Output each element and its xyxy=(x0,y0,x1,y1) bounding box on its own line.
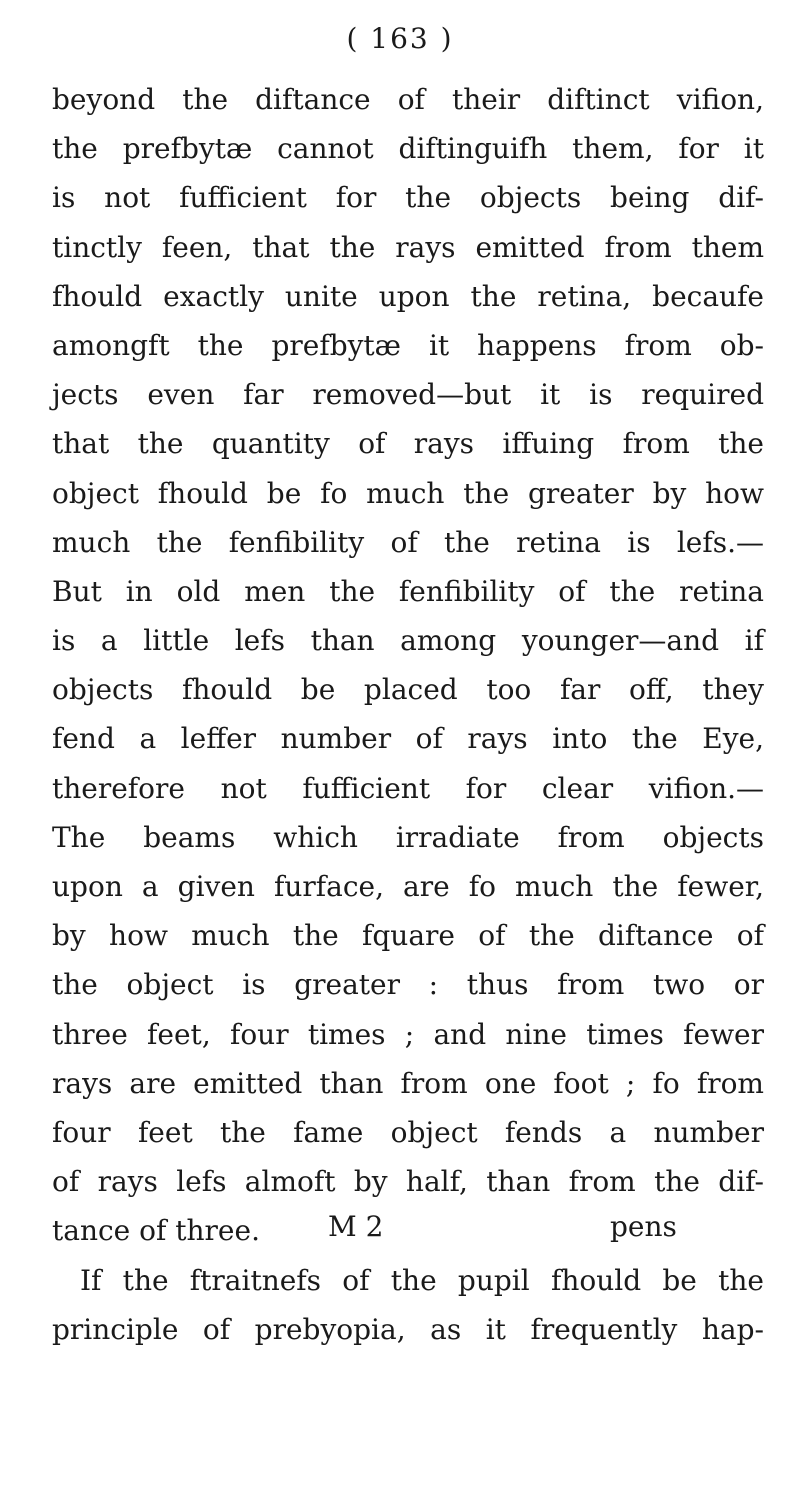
text-line: by how much the fquare of the diftance of xyxy=(52,919,764,953)
text-line: The beams which irradiate from objects xyxy=(52,820,764,854)
text-line: the prefbytæ cannot diftinguifh them, for it xyxy=(52,132,764,166)
text-line: But in old men the fenfibility of the retina xyxy=(52,574,764,608)
text-line: beyond the diftance of their diftinct vifion, xyxy=(52,83,764,116)
text-line: rays are emitted than from one foot ; fo from xyxy=(52,1066,764,1100)
text-line: much the fenfibility of the retina is lefs.— xyxy=(52,525,764,559)
text-line: principle of prebyopia, as it frequently hap- xyxy=(52,1312,764,1346)
text-line: of rays lefs almoft by half, than from the dif- xyxy=(52,1165,764,1199)
text-line: is a little lefs than among younger—and if xyxy=(52,624,764,658)
page-number: ( 163 ) xyxy=(346,22,454,55)
text-line: amongft the prefbytæ it happens from ob- xyxy=(52,328,764,362)
text-line: upon a given furface, are fo much the fewer, xyxy=(52,870,764,903)
text-line: is not fufficient for the objects being dif- xyxy=(52,181,764,215)
catchword: pens xyxy=(610,1210,677,1243)
body-text xyxy=(52,75,764,1354)
text-line: If the ftraitnefs of the pupil fhould be the xyxy=(80,1263,764,1297)
text-line: tance of three. xyxy=(52,1214,260,1248)
text-line: four feet the fame object fends a number xyxy=(52,1115,764,1149)
text-line: objects fhould be placed too far off, they xyxy=(52,673,764,707)
text-line: fhould exactly unite upon the retina, becaufe xyxy=(52,279,764,313)
text-line: therefore not fufficient for clear vifion.— xyxy=(52,771,764,805)
page-footer xyxy=(0,1202,800,1251)
text-line: object fhould be fo much the greater by how xyxy=(52,476,764,510)
signature-mark: M 2 xyxy=(328,1210,384,1243)
text-line: that the quantity of rays iffuing from the xyxy=(52,427,764,461)
text-line: jects even far removed—but it is required xyxy=(52,378,764,412)
text-line: the object is greater : thus from two or xyxy=(52,968,764,1002)
text-line: three feet, four times ; and nine times fewer xyxy=(52,1017,764,1051)
text-line: tinctly feen, that the rays emitted from them xyxy=(52,230,764,264)
text-line: fend a leffer number of rays into the Eye, xyxy=(52,722,764,756)
